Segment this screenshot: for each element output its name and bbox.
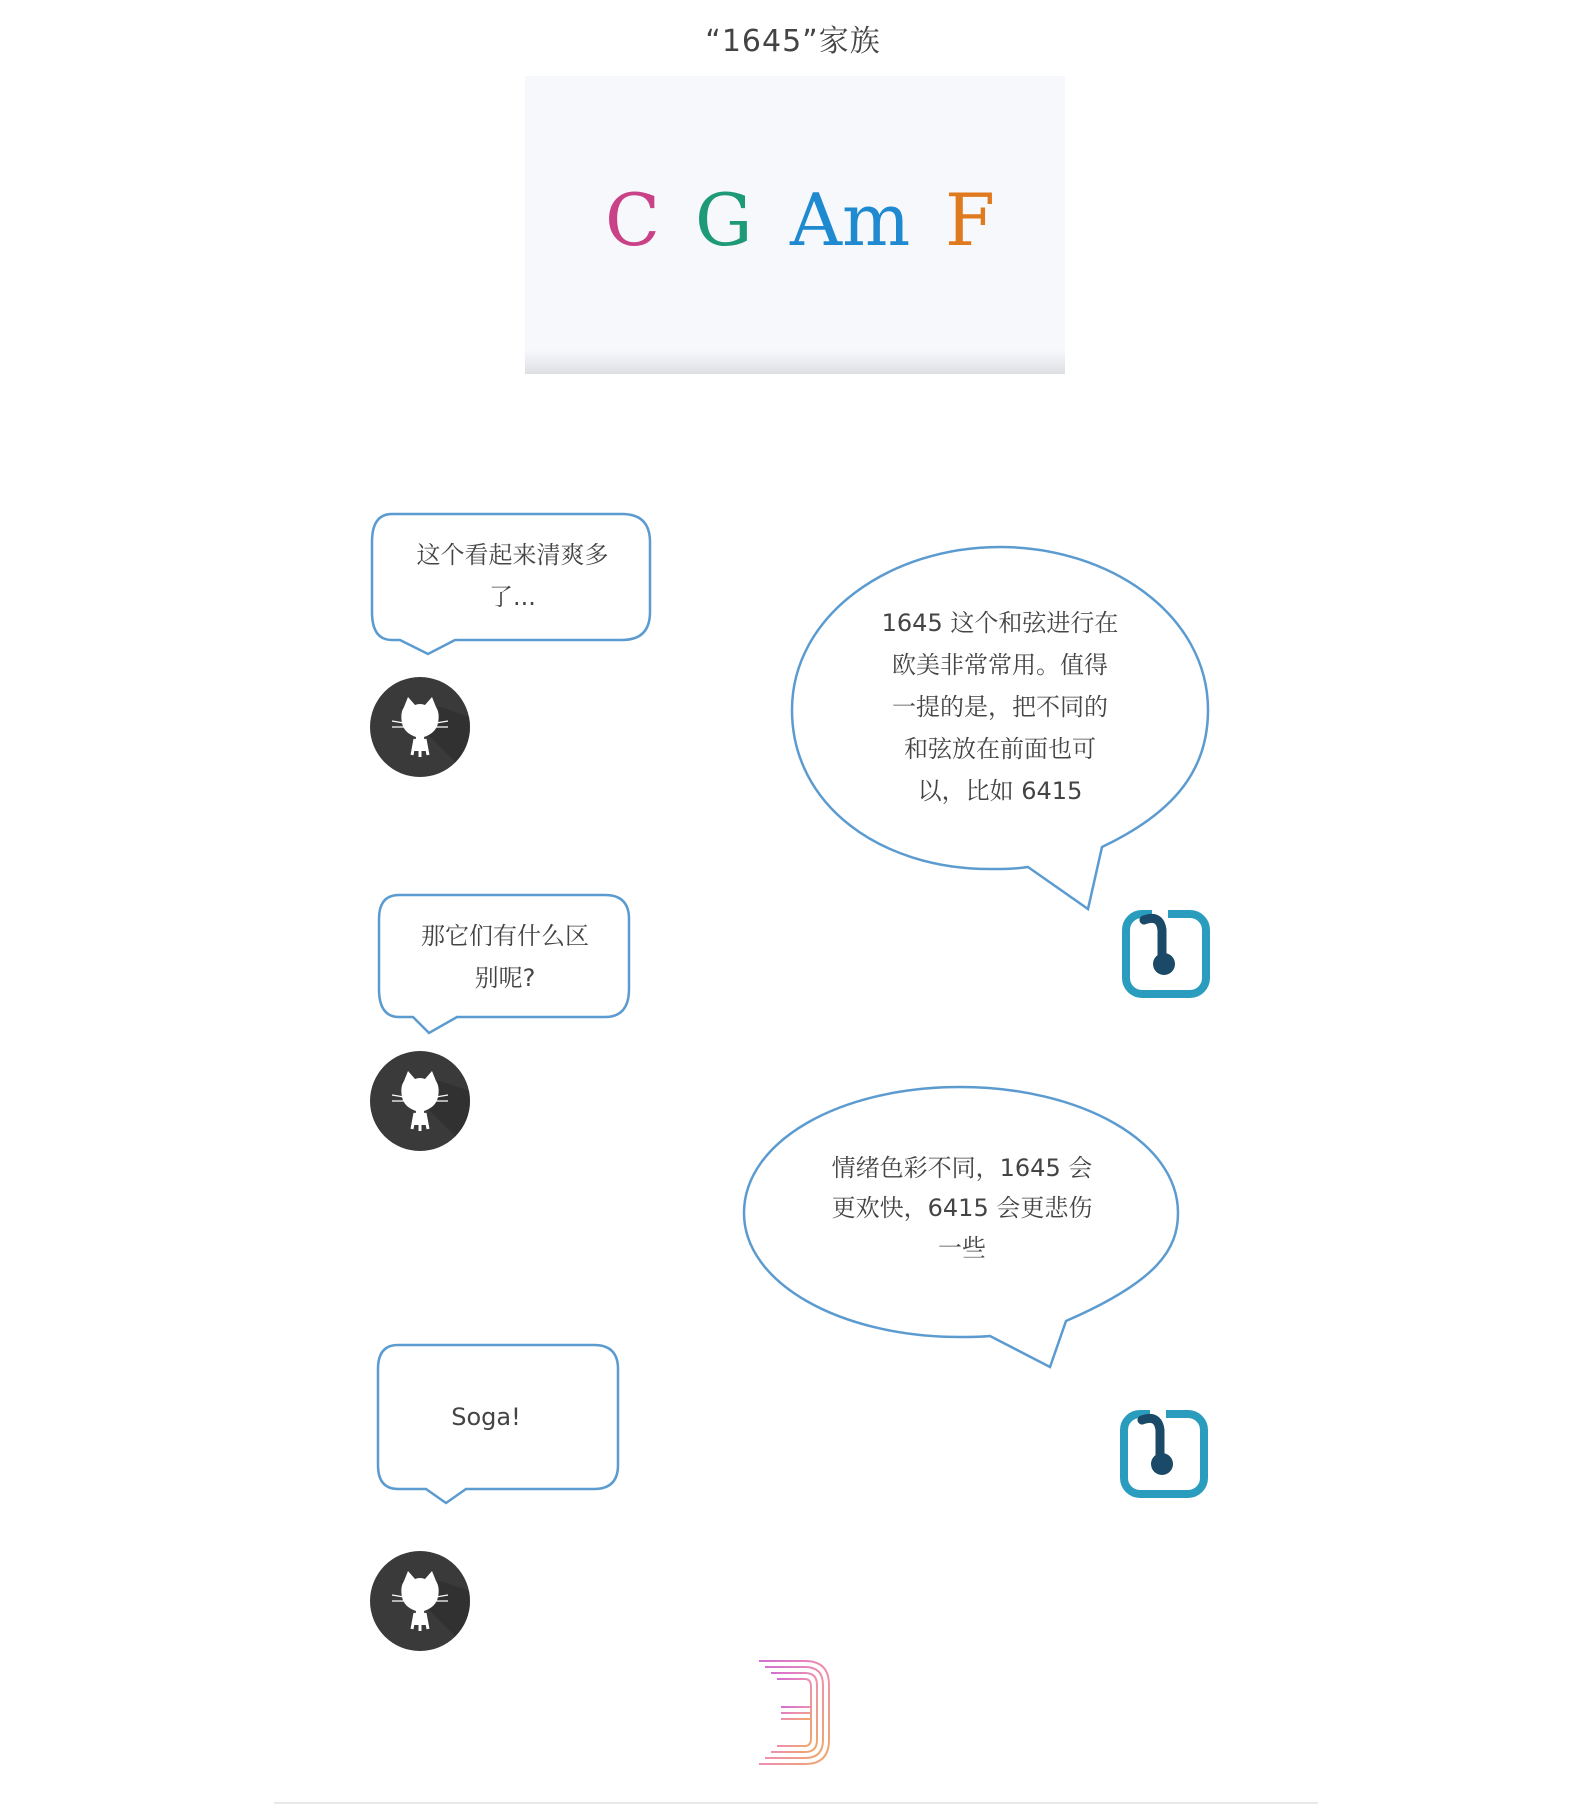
bottom-divider — [274, 1802, 1318, 1804]
bubble-text-q3: Soga! — [451, 1403, 521, 1431]
bubble-text-q2: 那它们有什么区 别呢? — [421, 922, 589, 992]
number-3-icon — [755, 1655, 835, 1770]
github-octocat-icon — [370, 1551, 470, 1651]
github-octocat-icon — [370, 1051, 470, 1151]
chord-c: C — [605, 178, 661, 262]
blue-b-logo-icon — [1122, 910, 1210, 998]
chord-card — [525, 76, 1065, 374]
chord-am: Am — [790, 178, 911, 262]
section-title: “1645”家族 — [705, 24, 881, 59]
bubble-text-a1: 1645 这个和弦进行在 欧美非常常用。值得 一提的是，把不同的 和弦放在前面也可 以，比如 6415 — [881, 609, 1119, 805]
chord-f: F — [945, 178, 995, 262]
bubble-text-a2: 情绪色彩不同，1645 会 更欢快，6415 会更悲伤 一些 — [831, 1154, 1093, 1262]
blue-b-logo-icon — [1120, 1410, 1208, 1498]
github-octocat-icon — [370, 677, 470, 777]
chord-g: G — [695, 178, 753, 262]
bubble-text-q1: 这个看起来清爽多 了... — [416, 541, 609, 611]
